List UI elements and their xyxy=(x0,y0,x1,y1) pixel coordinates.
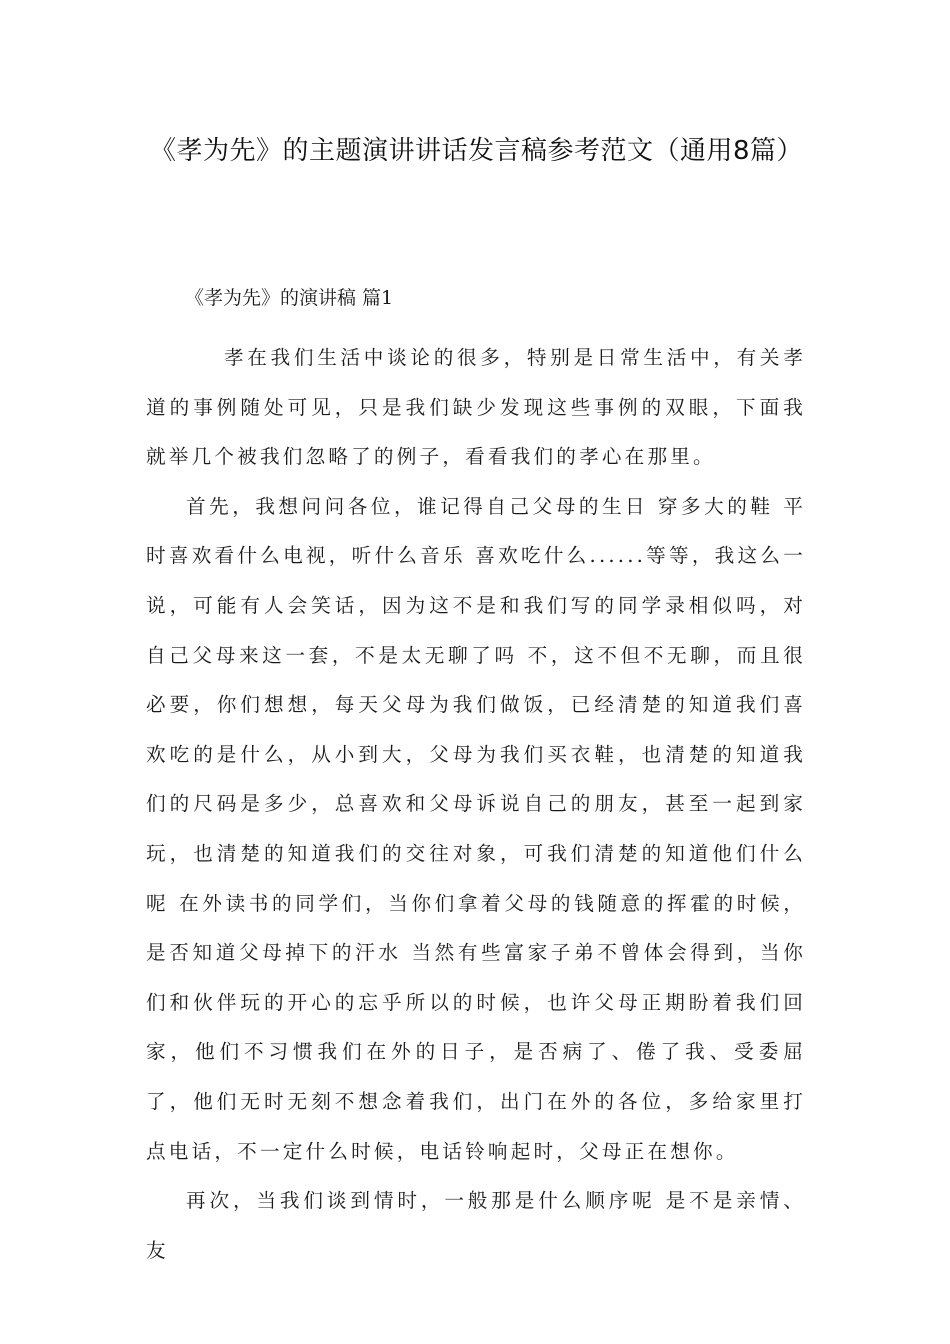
document-title: 《孝为先》的主题演讲讲话发言稿参考范文（通用8篇） xyxy=(150,136,804,166)
paragraph: 孝在我们生活中谈论的很多，特别是日常生活中，有关孝道的事例随处可见，只是我们缺少发现这些事例的双眼，下面我就举几个被我们忽略了的例子，看看我们的孝心在那里。 xyxy=(146,346,806,469)
paragraph: 首先，我想问问各位，谁记得自己父母的生日 穿多大的鞋 平时喜欢看什么电视，听什么音乐 喜欢吃什么......等等，我这么一说，可能有人会笑话，因为这不是和我们写的同学录相似吗，对自己父母来这一套，不是太无聊了吗 不，这不但不无聊，而且很必要，你们想想，每天父母为我们做饭，已经清楚的知道我们喜欢吃的是什么，从小到大，父母为我们买衣鞋，也清楚的知道我们的尺码是多少，总喜欢和父母诉说自己的朋友，甚至一起到家玩，也清楚的知道我们的交往对象，可我们清楚的知道他们什么呢 在外读书的同学们，当你们拿着父母的钱随意的挥霍的时候，是否知道父母掉下的汗水 当然有些富家子弟不曾体会得到，当你们和伙伴玩的开心的忘乎所以的时候，也许父母正期盼着我们回家，他们不习惯我们在外的日子，是否病了、倦了我、受委屈了，他们无时无刻不想念着我们，出门在外的各位，多给家里打点电话，不一定什么时候，电话铃响起时，父母正在想你。 xyxy=(146,494,806,1163)
section-heading: 《孝为先》的演讲稿 篇1 xyxy=(185,287,394,309)
paragraph: 再次，当我们谈到情时，一般那是什么顺序呢 是不是亲情、友 xyxy=(146,1189,806,1262)
document-body xyxy=(146,333,806,1275)
